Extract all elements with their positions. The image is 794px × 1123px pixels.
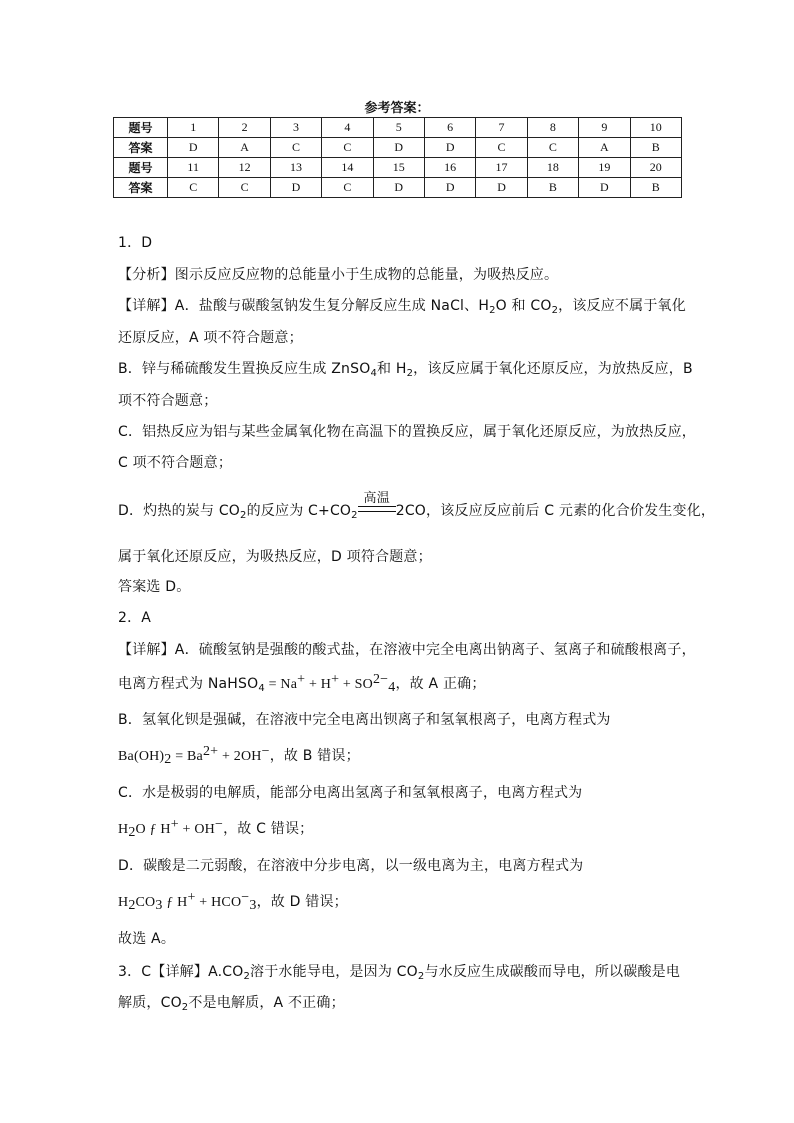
table-cell: 18	[527, 158, 578, 178]
q3-line2	[118, 992, 345, 1012]
table-cell: 15	[373, 158, 424, 178]
table-cell: B	[630, 138, 681, 158]
table-cell: D	[476, 178, 527, 198]
table-row	[114, 178, 682, 198]
table-cell: 10	[630, 118, 681, 138]
table-cell: B	[630, 178, 681, 198]
text: D．灼热的炭与 CO	[118, 503, 241, 519]
superscript: +	[331, 672, 340, 687]
table-cell: D	[579, 178, 630, 198]
q2-number: 2．A	[118, 610, 152, 626]
q2-detail-a-line2	[118, 673, 486, 693]
equation: = Na	[264, 677, 298, 692]
text: ，该反应不属于氧化	[558, 298, 686, 314]
text: 不是电解质，A 不正确；	[188, 995, 345, 1011]
table-cell: C	[322, 178, 373, 198]
table-cell: C	[270, 138, 321, 158]
table-cell: 6	[424, 118, 475, 138]
equation: O ƒ H	[135, 822, 171, 837]
row-header: 题号	[114, 158, 168, 178]
table-cell: D	[373, 138, 424, 158]
subscript: 4	[258, 683, 265, 694]
subscript: 4	[388, 680, 396, 695]
reaction-condition	[358, 491, 396, 519]
table-cell: 12	[219, 158, 270, 178]
q2-option-b-line2	[118, 745, 360, 765]
table-cell: 20	[630, 158, 681, 178]
condition-label: 高温	[363, 491, 390, 506]
equation: ƒ H	[162, 895, 188, 910]
table-cell: C	[527, 138, 578, 158]
q2-option-d-line2	[118, 891, 348, 911]
text: 电离方程式为 NaHSO	[118, 676, 259, 692]
table-cell: D	[270, 178, 321, 198]
table-cell: 16	[424, 158, 475, 178]
superscript: +	[297, 672, 306, 687]
q1-answer: 答案选 D。	[118, 579, 191, 595]
subscript: 2	[128, 898, 136, 913]
text: O 和 CO	[495, 298, 552, 314]
text: ，故 A 正确；	[395, 676, 486, 692]
table-cell: C	[219, 178, 270, 198]
row-header: 答案	[114, 178, 168, 198]
table-row	[114, 158, 682, 178]
q2-option-c-line2	[118, 818, 313, 838]
q1-option-b-line1	[118, 358, 693, 378]
text: 和 H	[377, 361, 407, 377]
subscript: 2	[417, 971, 425, 982]
table-cell: 1	[168, 118, 219, 138]
q1-analysis: 【分析】图示反应反应物的总能量小于生成物的总能量，为吸热反应。	[118, 267, 559, 283]
superscript: +	[170, 817, 179, 832]
text: 的反应为 C+CO	[246, 503, 352, 519]
table-cell: 9	[579, 118, 630, 138]
table-cell: D	[424, 138, 475, 158]
subscript: 2	[351, 510, 358, 521]
table-cell: D	[373, 178, 424, 198]
text: 3．C【详解】A.CO	[118, 964, 244, 980]
q3-line1	[118, 961, 680, 981]
q2-option-c-line1: C．水是极弱的电解质，能部分电离出氢离子和氢氧根离子，电离方程式为	[118, 785, 583, 801]
table-cell: B	[527, 178, 578, 198]
text: 2CO，该反应反应前后 C 元素的化合价发生变化，	[395, 503, 716, 519]
q1-option-c-line1: C．铝热反应为铝与某些金属氧化物在高温下的置换反应，属于氧化还原反应，为放热反应，	[118, 424, 696, 440]
equation: CO	[135, 895, 156, 910]
superscript: −	[261, 744, 270, 759]
subscript: 2	[128, 825, 136, 840]
equation: + OH	[178, 822, 215, 837]
q1-number: 1．D	[118, 235, 153, 251]
table-cell: 5	[373, 118, 424, 138]
table-row	[114, 138, 682, 158]
table-cell: 3	[270, 118, 321, 138]
q1-option-d-line2: 属于氧化还原反应，为吸热反应，D 项符合题意；	[118, 549, 432, 565]
q2-detail-a-line1: 【详解】A．硫酸氢钠是强酸的酸式盐，在溶液中完全电离出钠离子、氢离子和硫酸根离子，	[118, 642, 696, 658]
subscript: 2	[181, 1002, 189, 1013]
subscript: 2	[164, 752, 172, 767]
q2-option-d-line1: D．碳酸是二元弱酸，在溶液中分步电离，以一级电离为主，电离方程式为	[118, 858, 584, 874]
equation: H	[118, 895, 129, 910]
text: 与水反应生成碳酸而导电，所以碳酸是电	[424, 964, 681, 980]
table-cell: 13	[270, 158, 321, 178]
table-row	[114, 118, 682, 138]
text: 溶于水能导电，是因为 CO	[250, 964, 418, 980]
equation: = Ba	[171, 749, 203, 764]
text: ，故 D 错误；	[256, 894, 348, 910]
subscript: 2	[240, 510, 247, 521]
text: ，该反应属于氧化还原反应，为放热反应，B	[413, 361, 693, 377]
row-header: 答案	[114, 138, 168, 158]
q1-detail-a-line2: 还原反应，A 项不符合题意；	[118, 330, 303, 346]
table-cell: C	[476, 138, 527, 158]
text: B．锌与稀硫酸发生置换反应生成 ZnSO	[118, 361, 371, 377]
row-header: 题号	[114, 118, 168, 138]
answer-table	[113, 117, 682, 198]
equation: + HCO	[195, 895, 242, 910]
text: ，故 C 错误；	[223, 821, 314, 837]
table-cell: 14	[322, 158, 373, 178]
table-cell: D	[424, 178, 475, 198]
table-cell: 19	[579, 158, 630, 178]
table-cell: 2	[219, 118, 270, 138]
table-cell: 8	[527, 118, 578, 138]
equal-sign	[358, 506, 396, 512]
subscript: 2	[406, 368, 414, 379]
subscript: 2	[551, 305, 559, 316]
table-cell: 4	[322, 118, 373, 138]
table-cell: C	[168, 178, 219, 198]
q1-detail-a-line1	[118, 295, 686, 315]
table-cell: 17	[476, 158, 527, 178]
equation: Ba(OH)	[118, 749, 165, 764]
text: 解质，CO	[118, 995, 182, 1011]
subscript: 3	[155, 898, 163, 913]
superscript: 2+	[202, 744, 219, 759]
superscript: 2−	[372, 672, 389, 687]
equation: + H	[305, 677, 332, 692]
subscript: 4	[370, 368, 377, 379]
subscript: 2	[489, 305, 496, 316]
q1-option-b-line2: 项不符合题意；	[118, 393, 218, 409]
q1-option-d-line1	[118, 491, 716, 521]
table-cell: A	[219, 138, 270, 158]
q2-answer: 故选 A。	[118, 931, 176, 947]
q1-option-c-line2: C 项不符合题意；	[118, 455, 233, 471]
answer-key-title: 参考答案：	[364, 101, 430, 116]
equation: + SO	[339, 677, 373, 692]
table-cell: A	[579, 138, 630, 158]
table-cell: 11	[168, 158, 219, 178]
superscript: −	[214, 817, 224, 832]
table-cell: C	[322, 138, 373, 158]
equation: H	[118, 822, 129, 837]
superscript: +	[187, 890, 196, 905]
equation: + 2OH	[218, 749, 262, 764]
text: 【详解】A．盐酸与碳酸氢钠发生复分解反应生成 NaCl、H	[118, 298, 490, 314]
subscript: 2	[243, 971, 251, 982]
table-cell: D	[168, 138, 219, 158]
superscript: −	[241, 890, 250, 905]
table-cell: 7	[476, 118, 527, 138]
text: ，故 B 错误；	[269, 748, 360, 764]
subscript: 3	[249, 898, 257, 913]
q2-option-b-line1: B．氢氧化钡是强碱，在溶液中完全电离出钡离子和氢氧根离子，电离方程式为	[118, 712, 611, 728]
